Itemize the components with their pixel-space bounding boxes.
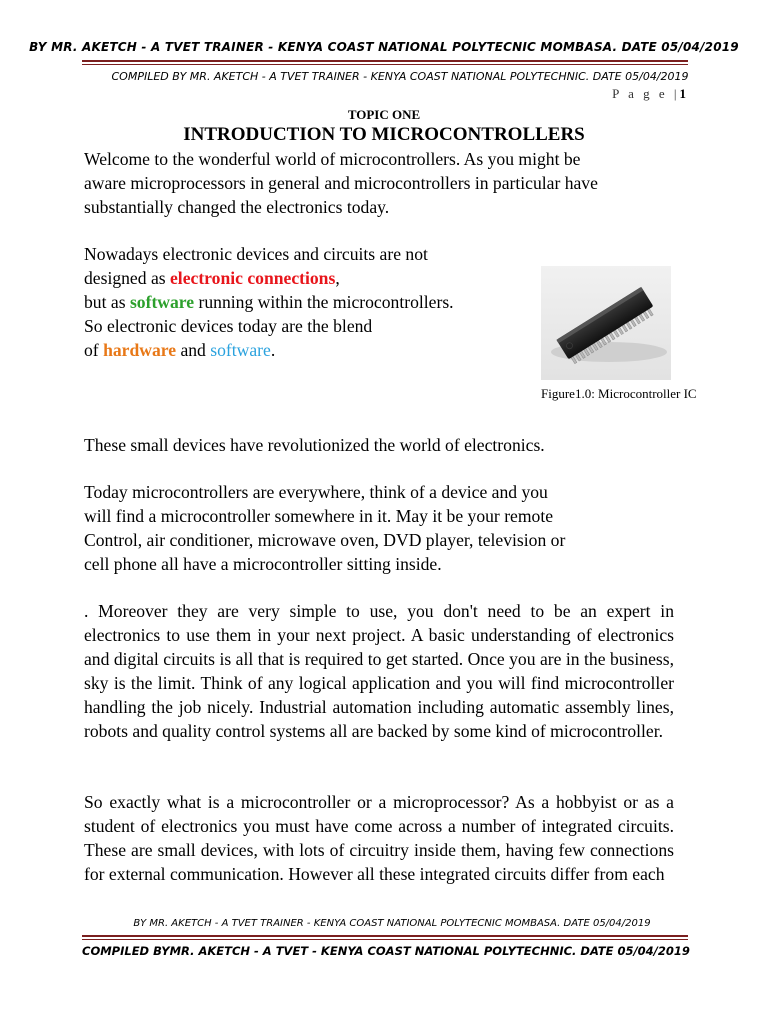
text-line: Control, air conditioner, microwave oven, DVD player, television or <box>84 530 566 550</box>
text-line: designed as electronic connections, <box>84 268 340 288</box>
paragraph-nowadays <box>84 242 454 362</box>
text-line: Today microcontrollers are everywhere, think of a device and you <box>84 482 548 502</box>
text-line: of hardware and software. <box>84 340 276 360</box>
header-rule <box>82 60 688 65</box>
text-line: aware microprocessors in general and microcontrollers in particular have <box>84 173 598 193</box>
paragraph-revolutionized <box>84 433 545 457</box>
highlight-software-green: software <box>129 292 195 312</box>
text-line: So electronic devices today are the blend <box>84 316 373 336</box>
text-line: Nowadays electronic devices and circuits are not <box>84 244 428 264</box>
highlight-hardware: hardware <box>103 340 177 360</box>
text-line: Welcome to the wonderful world of microcontrollers. As you might be <box>84 149 581 169</box>
text-line: substantially changed the electronics today. <box>84 197 390 217</box>
text-line: cell phone all have a microcontroller sitting inside. <box>84 554 442 574</box>
page-title: INTRODUCTION TO MICROCONTROLLERS <box>183 124 585 145</box>
figure-caption: Figure1.0: Microcontroller IC <box>541 386 697 401</box>
paragraph-what-is: So exactly what is a microcontroller or a microprocessor? As a hobbyist or as a student of electronics you must have come across a number of integrated circuits. These are small devices, with lots of circuitry inside them, having few connections for external communication. However all these integrated circuits differ from each <box>84 792 674 884</box>
highlight-electronic-connections: electronic connections <box>170 268 336 288</box>
paragraph-everywhere <box>84 480 565 576</box>
text-line: These small devices have revolutionized the world of electronics. <box>84 435 545 455</box>
header-line-1: BY MR. AKETCH - A TVET TRAINER - KENYA COAST NATIONAL POLYTECNIC MOMBASA. DATE 05/04/2019 <box>29 40 739 54</box>
microcontroller-ic-icon <box>541 266 671 380</box>
footer-rule <box>82 935 688 940</box>
paragraph-simple-to-use: . Moreover they are very simple to use, you don't need to be an expert in electronics to use them in your next project. A basic understanding of electronics and digital circuits is all that is required to get started. Once you are in the business, sky is the limit. Think of any logical application and you will find microcontroller handling the job nicely. Industrial automation including automatic assembly lines, robots and quality control systems all are backed by some kind of microcontroller. <box>84 601 674 741</box>
page-label: P a g e | <box>612 86 680 101</box>
footer-line-2: COMPILED BYMR. AKETCH - A TVET - KENYA COAST NATIONAL POLYTECHNIC. DATE 05/04/2019 <box>82 944 690 958</box>
topic-heading: TOPIC ONE <box>347 107 421 122</box>
text-line: but as software running within the microcontrollers. <box>84 292 454 312</box>
text-line: will find a microcontroller somewhere in it. May it be your remote <box>84 506 554 526</box>
page-number-value: 1 <box>679 86 686 101</box>
paragraph-welcome <box>84 147 598 219</box>
header-line-2: COMPILED BY MR. AKETCH - A TVET TRAINER - KENYA COAST NATIONAL POLYTECHNIC. DATE 05/04/2019 <box>111 70 689 83</box>
microcontroller-ic-image <box>541 266 671 380</box>
page-number <box>612 86 686 102</box>
highlight-software-blue: software <box>210 340 271 360</box>
footer-line-1: BY MR. AKETCH - A TVET TRAINER - KENYA COAST NATIONAL POLYTECNIC MOMBASA. DATE 05/04/2019 <box>133 918 651 929</box>
